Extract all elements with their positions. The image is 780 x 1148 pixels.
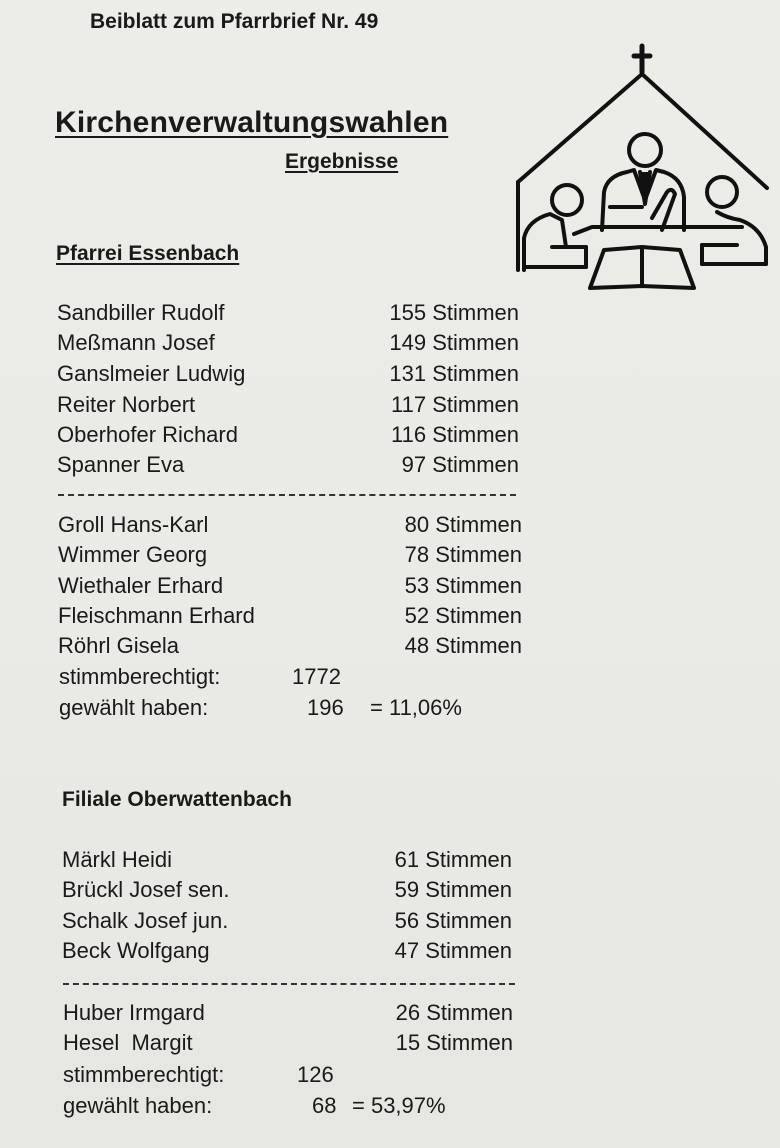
list-item: [57, 298, 527, 328]
candidate-name: Wimmer Georg: [58, 542, 208, 567]
section-title-essenbach: Pfarrei Essenbach: [56, 242, 240, 265]
candidate-votes: 149 Stimmen: [389, 330, 519, 355]
page-subtitle: Ergebnisse: [285, 150, 399, 173]
list-item: [58, 631, 528, 661]
list-item: [57, 359, 527, 389]
voted-label: gewählt haben:: [59, 695, 209, 720]
church-congregation-icon: [512, 42, 774, 294]
candidate-name: Wiethaler Erhard: [58, 573, 224, 598]
candidate-name: Groll Hans-Karl: [58, 512, 209, 537]
candidate-name: Sandbiller Rudolf: [57, 300, 225, 325]
candidate-name: Fleischmann Erhard: [58, 603, 255, 628]
divider: [63, 983, 515, 985]
list-item: [58, 540, 528, 570]
candidate-votes: 47 Stimmen: [394, 938, 512, 963]
list-item: [57, 420, 527, 450]
candidate-votes: 53 Stimmen: [404, 573, 522, 598]
list-item: [63, 998, 523, 1028]
candidate-votes: 56 Stimmen: [394, 908, 512, 933]
candidate-name: Meßmann Josef: [57, 330, 215, 355]
list-item: [62, 845, 522, 875]
candidate-name: Märkl Heidi: [62, 847, 173, 872]
divider: [58, 494, 516, 496]
list-item: [62, 906, 522, 936]
candidate-votes: 48 Stimmen: [404, 633, 522, 658]
voted-value: 68: [312, 1093, 337, 1118]
list-item: [63, 1028, 523, 1058]
list-item: [58, 510, 528, 540]
turnout-percent: = 53,97%: [352, 1093, 446, 1118]
candidate-votes: 80 Stimmen: [404, 512, 522, 537]
page-title: Kirchenverwaltungswahlen: [55, 106, 449, 139]
candidate-votes: 131 Stimmen: [389, 361, 519, 386]
candidate-name: Hesel Margit: [63, 1030, 193, 1055]
eligible-value: 1772: [292, 664, 341, 689]
eligible-label: stimmberechtigt:: [63, 1062, 225, 1087]
candidate-votes: 117 Stimmen: [391, 392, 519, 417]
candidate-name: Reiter Norbert: [57, 392, 196, 417]
header-note: Beiblatt zum Pfarrbrief Nr. 49: [90, 10, 379, 33]
voted-label: gewählt haben:: [63, 1093, 213, 1118]
section-title-oberwattenbach: Filiale Oberwattenbach: [62, 788, 292, 811]
candidate-name: Beck Wolfgang: [62, 938, 210, 963]
list-item: [58, 571, 528, 601]
eligible-label: stimmberechtigt:: [59, 664, 221, 689]
candidate-name: Spanner Eva: [57, 452, 185, 477]
candidate-name: Röhrl Gisela: [58, 633, 180, 658]
list-item: [62, 936, 522, 966]
candidate-votes: 116 Stimmen: [391, 422, 519, 447]
list-item: [58, 601, 528, 631]
candidate-votes: 61 Stimmen: [394, 847, 512, 872]
candidate-name: Schalk Josef jun.: [62, 908, 229, 933]
eligible-value: 126: [297, 1062, 334, 1087]
candidate-votes: 78 Stimmen: [404, 542, 522, 567]
candidate-name: Oberhofer Richard: [57, 422, 238, 447]
candidate-votes: 26 Stimmen: [395, 1000, 513, 1025]
candidate-votes: 155 Stimmen: [389, 300, 519, 325]
list-item: [57, 390, 527, 420]
list-item: [57, 450, 527, 480]
candidate-name: Ganslmeier Ludwig: [57, 361, 246, 386]
candidate-name: Huber Irmgard: [63, 1000, 205, 1025]
candidate-votes: 59 Stimmen: [394, 877, 512, 902]
candidate-name: Brückl Josef sen.: [62, 877, 230, 902]
candidate-votes: 15 Stimmen: [395, 1030, 513, 1055]
candidate-votes: 52 Stimmen: [404, 603, 522, 628]
turnout-percent: = 11,06%: [370, 695, 462, 720]
list-item: [62, 875, 522, 905]
list-item: [57, 328, 527, 358]
candidate-votes: 97 Stimmen: [401, 452, 519, 477]
voted-value: 196: [307, 695, 344, 720]
